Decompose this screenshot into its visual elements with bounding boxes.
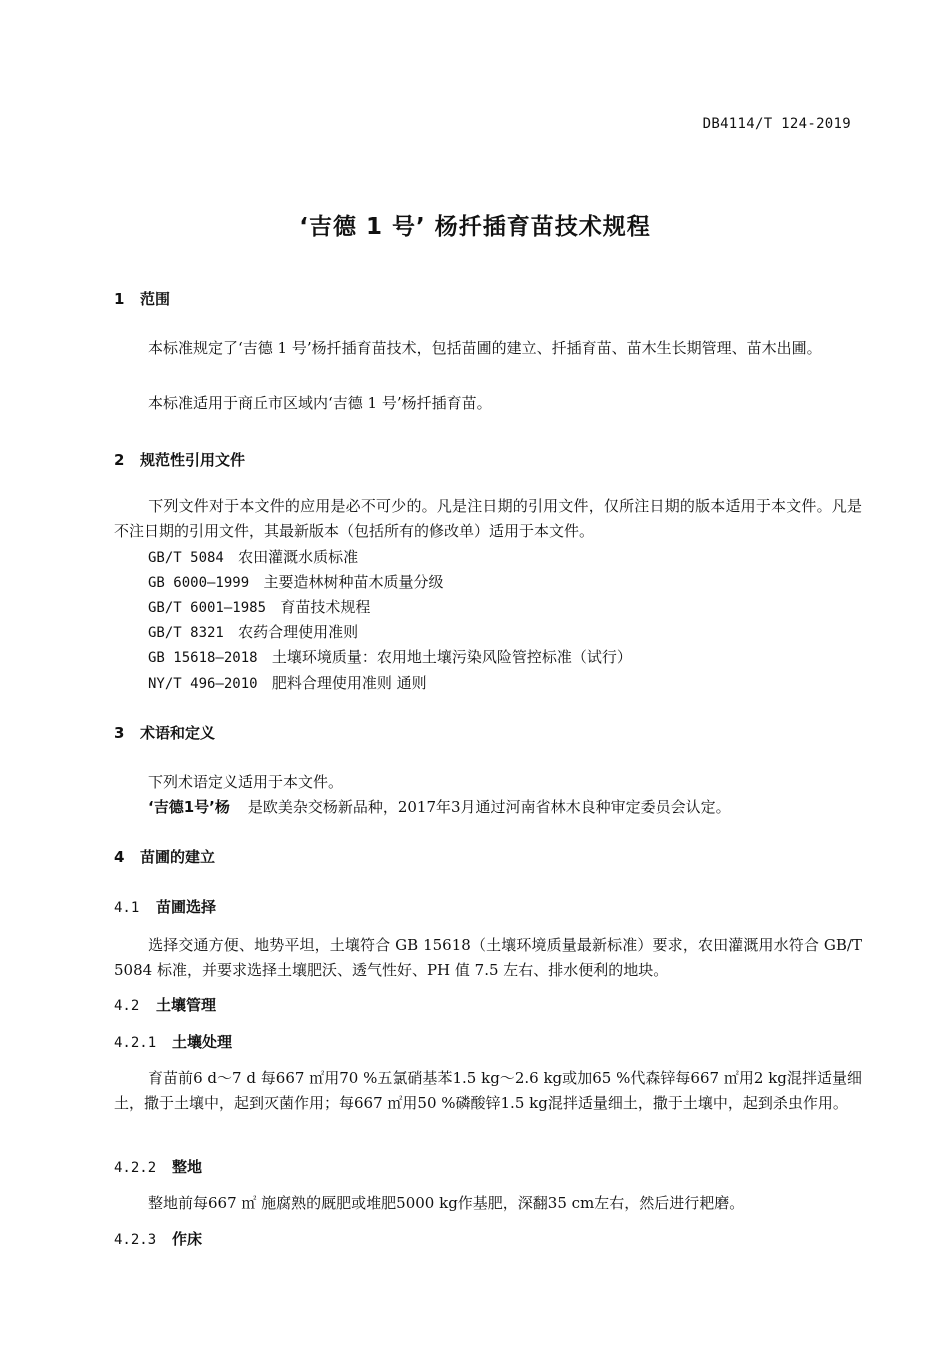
section-title: 土壤管理 <box>156 996 217 1014</box>
section-number: 3 <box>114 724 125 742</box>
reference-item <box>148 571 443 592</box>
section-title: 苗圃的建立 <box>140 848 216 866</box>
section-title: 规范性引用文件 <box>140 451 246 469</box>
section-4-2-1-paragraph: 育苗前6 d～7 d 每667 ㎡用70 %五氯硝基苯1.5 kg～2.6 kg或加65 %代森锌每667 ㎡用2 kg混拌适量细土，撒于土壤中，起到灭菌作用；每667 ㎡用50 %磷酸锌1.5 kg混拌适量细土，撒于土壤中，起到杀虫作用。 <box>114 1069 862 1112</box>
section-4-2-3-heading <box>114 1228 202 1249</box>
section-title: 苗圃选择 <box>156 898 217 916</box>
section-number: 4.1 <box>114 900 140 916</box>
section-number: 2 <box>114 451 125 469</box>
section-4-1-paragraph: 选择交通方便、地势平坦，土壤符合 GB 15618（土壤环境质量最新标准）要求，农田灌溉用水符合 GB/T 5084 标准，并要求选择土壤肥沃、透气性好、PH 值 7.5 左右、排水便利的地块。 <box>114 936 862 979</box>
section-4-heading <box>114 846 215 867</box>
reference-code: GB/T 8321 <box>148 625 224 641</box>
reference-item <box>148 546 358 567</box>
section-4-2-2-heading <box>114 1156 202 1177</box>
reference-code: GB/T 5084 <box>148 550 224 566</box>
section-number: 4.2.2 <box>114 1160 157 1176</box>
section-3-heading <box>114 722 215 743</box>
reference-code: NY/T 496—2010 <box>148 676 258 692</box>
section-number: 1 <box>114 290 125 308</box>
section-number: 4.2.3 <box>114 1232 157 1248</box>
reference-name: 土壤环境质量：农用地土壤污染风险管控标准（试行） <box>271 648 632 666</box>
section-title: 土壤处理 <box>172 1033 233 1051</box>
section-4-1-heading <box>114 896 216 917</box>
reference-item <box>148 672 427 693</box>
term-name: ‘吉德1号’杨 <box>148 798 230 816</box>
term-definition: 是欧美杂交杨新品种，2017年3月通过河南省林木良种审定委员会认定。 <box>247 798 731 816</box>
section-number: 4.2 <box>114 998 140 1014</box>
reference-name: 农田灌溉水质标准 <box>238 548 359 566</box>
standard-code: DB4114/T 124-2019 <box>702 116 851 132</box>
reference-code: GB 6000—1999 <box>148 575 250 591</box>
reference-name: 肥料合理使用准则 通则 <box>271 674 427 692</box>
reference-item <box>148 621 358 642</box>
section-title: 作床 <box>172 1230 203 1248</box>
section-title: 整地 <box>172 1158 203 1176</box>
section-4-2-2-paragraph: 整地前每667 ㎡ 施腐熟的厩肥或堆肥5000 kg作基肥，深翻35 cm左右，然后进行耙磨。 <box>148 1194 745 1212</box>
section-4-2-heading <box>114 994 216 1015</box>
term-entry <box>148 796 731 817</box>
section-1-paragraph-2: 本标准适用于商丘市区域内‘吉德 1 号’杨扦插育苗。 <box>148 394 492 412</box>
section-title: 术语和定义 <box>140 724 216 742</box>
reference-code: GB/T 6001—1985 <box>148 600 267 616</box>
section-title: 范围 <box>140 290 171 308</box>
section-4-2-1-heading <box>114 1031 232 1052</box>
reference-name: 主要造林树种苗木质量分级 <box>263 573 444 591</box>
reference-item <box>148 596 370 617</box>
section-2-heading <box>114 449 245 470</box>
section-number: 4.2.1 <box>114 1035 157 1051</box>
section-1-heading <box>114 288 170 309</box>
section-1-paragraph-1: 本标准规定了‘吉德 1 号’杨扦插育苗技术，包括苗圃的建立、扦插育苗、苗木生长期管理、苗木出圃。 <box>148 339 822 357</box>
section-number: 4 <box>114 848 125 866</box>
section-2-intro: 下列文件对于本文件的应用是必不可少的。凡是注日期的引用文件，仅所注日期的版本适用于本文件。凡是不注日期的引用文件，其最新版本（包括所有的修改单）适用于本文件。 <box>114 497 862 540</box>
document-title: ‘吉德 1 号’ 杨扦插育苗技术规程 <box>299 214 651 240</box>
reference-name: 育苗技术规程 <box>280 598 371 616</box>
reference-name: 农药合理使用准则 <box>238 623 359 641</box>
reference-code: GB 15618—2018 <box>148 650 258 666</box>
reference-item <box>148 646 632 667</box>
section-3-intro: 下列术语定义适用于本文件。 <box>148 773 344 791</box>
